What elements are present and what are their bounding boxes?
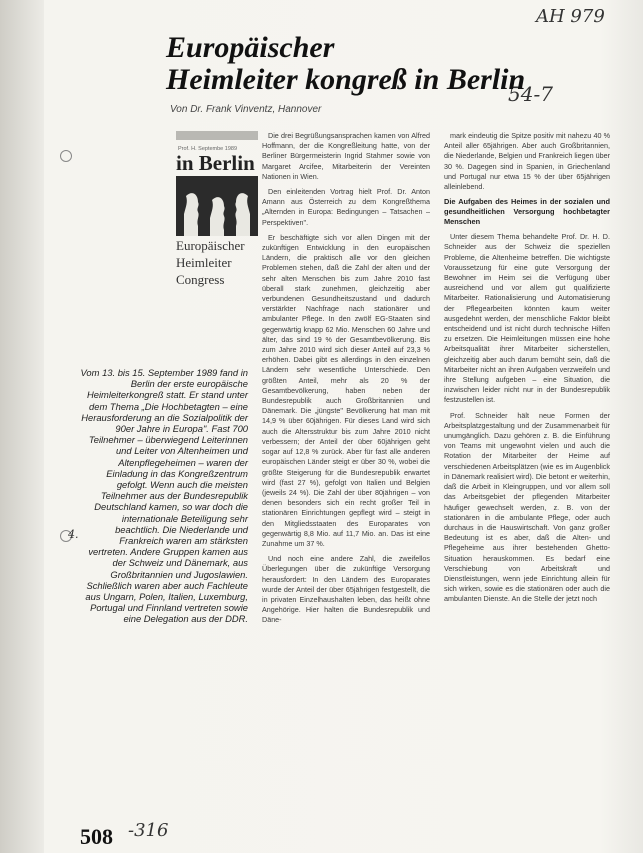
paragraph: Den einleitenden Vortrag hielt Prof. Dr. Anton Amann aus Österreich zu dem Kongreßthema „Alternden in Europa: Bedingungen – Tatsachen – Perspektiven". [262, 187, 430, 227]
paragraph: Er beschäftigte sich vor allen Dingen mit der zukünftigen Entwicklung in den europäischen Ländern, die praktisch alle vor den gleichen Problemen stehen, daß die Zahl der alten und der sehr alten Menschen bis zum Jahre 2010 fast überall stark zunehmen, gleichzeitig aber verbundenen Gesundheitszustand und dadurch verstärkter Nachfrage nach stationärer und ambulanter Pflege. In den zwölf EG-Staaten sind gegenwärtig knapp 62 Mio. Menschen 60 Jahre und älter, das sind 19 % der Gesamtbevölkerung. Bis zum Jahre 2010 wird sich dieser Anteil auf 23,3 % erhöhen. Dabei gibt es allerdings in den einzelnen Ländern sehr wesentliche Unterschiede. Den größten Anteil, mehr als 20 % der Gesamtbevölkerung, haben neben der Bundesrepublik auch Großbritannien und Dänemark. Die „jüngste" Bevölkerung hat man mit 14,9 % über 60jährigen. Für dieses Land wird sich auch die Altersstruktur bis zum Jahre 2010 nicht verbessern; der Anteil der über 60jährigen geht sogar auf 12,8 % zurück. Aber für fast alle anderen europäischen Länder steigt er über 30 %, wobei die größte Steigerung für die Bundesrepublik erwartet wird (fast 27 %), gefolgt von Italien und Belgien (jeweils 24 %). Die Zahl der über 80jährigen – von denen besonders sich ein recht großer Teil in stationären Einrichtungen gepflegt wird – steigt in den Mitgliedsstaaten des Europarates von gegenwärtig 8,8 Mio. auf 11,7 Mio. an. Das ist eine Zunahme um 37 %. [262, 232, 430, 548]
logo-faces-graphic [176, 176, 258, 236]
handwritten-corner-note: AH 979 [536, 6, 605, 27]
logo-city: in Berlin [176, 151, 255, 175]
byline: Von Dr. Frank Vinventz, Hannover [170, 104, 322, 115]
gray-bar [176, 131, 258, 140]
paragraph: Prof. Schneider hält neue Formen der Arbeitsplatzgestaltung und der Zusammenarbeit für unumgänglich. Dazu gehören z. B. die Einführung von Teams mit ungewohnt vielen und auch die Rotation der Mitarbeiter der Heime auf verschiedenen Arbeitsplätzen (wie es im Augenblick in Dänemark realisiert wird). Die betont er weiterhin, daß die Arbeit in Kleingruppen, und vor allem soll das Arbeitsgebiet der pflegenden Mitarbeiter häufiger gewechselt werden, z. B. von der stationären in die ambulante Pflege, oder auch durchaus in die Hauswirtschaft. Von ganz großer Bedeutung ist es aber, daß die Alten- und Pflegeheime aus ihrer bestehenden Ghetto-Situation herauskommen. Es bedarf eine Verschiebung von Arbeitskraft und Dienstleistungen, wenn jede Einrichtung allein für sich wirken, sowie es die stationären oder auch die ambulanten Dienste. An die Stelle der jetzt noch [444, 410, 610, 604]
binding-shadow [0, 0, 44, 853]
page-number: 508 [80, 824, 113, 849]
paragraph: Unter diesem Thema behandelte Prof. Dr. H. D. Schneider aus der Schweiz die speziellen Probleme, die Altenheime betreffen. Die wichtigste Voraussetzung für eine gute Versorgung der Bewohner im Heim sei die Verfügung über ausreichend und vor allem gut qualifizierte Mitarbeiter. Rationalisierung und Automatisierung der Pflegearbeiten könnten kaum weiter ausgedehnt werden, der menschliche Faktor bleibt entscheidend und ist nicht durch technische Hilfen zu ersetzen. Die Heimleitungen müssen eine hohe Arbeitsqualität ihrer Mitarbeiter sicherstellen, gleichzeitig aber auch darum bemüht sein, daß die Mitarbeiter nicht an ihren Aufgaben verzweifeln und ihre Stellung aufgeben – eine Situation, die inzwischen leider nicht nur in der Bundesrepublik festzustellen ist. [444, 232, 610, 405]
paragraph: Die drei Begrüßungsansprachen kamen von Alfred Hoffmann, der die Kongreßleitung hatte, von der Berliner Bürgermeisterin Ingrid Stahmer sowie von Margaret Arcifee, Mitarbeiterin der Vereinten Nationen in Wien. [262, 131, 430, 181]
logo-line-1: Europäischer [176, 238, 245, 253]
section-heading: Die Aufgaben des Heimes in der sozialen und gesundheitlichen Versorgung hochbetagter Menschen [444, 197, 610, 227]
handwritten-page-note: -316 [128, 820, 169, 841]
title-line-2: Heimleiter kongreß in Berlin [166, 63, 526, 96]
logo-small-text: Prof. H. Septembe 1989 [178, 146, 238, 152]
handwritten-margin-mark: 4. [68, 528, 79, 541]
congress-logo [176, 146, 260, 324]
handwritten-number: 54-7 [508, 82, 553, 106]
paragraph: mark eindeutig die Spitze positiv mit nahezu 40 % Anteil aller 65jährigen. Aber auch Großbritannien, die Niederlande, Belgien und Frankreich liegen über 30 %. Dagegen sind in Spanien, in Griechenland und Portugal nur etwa 15 % der über 65jährigen alleinlebend. [444, 131, 610, 192]
article-title [166, 32, 566, 96]
column-2 [262, 131, 430, 631]
column-3 [444, 131, 610, 610]
logo-line-2: Heimleiter [176, 255, 232, 270]
title-line-1: Europäischer [166, 31, 335, 64]
logo-line-3: Congress [176, 272, 225, 287]
punch-hole [60, 150, 72, 162]
intro-paragraph: Vom 13. bis 15. September 1989 fand in Berlin der erste europäische Heimleiterkongreß statt. Er stand unter dem Thema „Die Hochbetagten – eine Herausforderung an die Sozialpolitik der 90er Jahre in Europa". Fast 700 Teilnehmer – überwiegend Leiterinnen und Leiter von Altenheimen und Altenpflegeheimen – waren der Einladung in das Kongreßzentrum gefolgt. Wenn auch die meisten Teilnehmer aus der Bundesrepublik Deutschland kamen, so war doch die internationale Beteiligung sehr beachtlich. Die Niederlande und Frankreich waren am stärksten vertreten. Andere Gruppen kamen aus der Schweiz und Dänemark, aus Großbritannien und Jugoslawien. Schließlich waren aber auch Fachleute aus Ungarn, Polen, Italien, Luxemburg, Portugal und Finnland vertreten sowie eine Delegation aus der DDR. [80, 367, 248, 625]
paragraph: Und noch eine andere Zahl, die zweifellos Überlegungen über die zukünftige Versorgung herausfordert: In den Ländern des Europarates wurde der Anteil der über 65jährigen festgestellt, die in privaten Einzelhaushalten leben, das heißt ohne Angehörige. Hier halten die Bundesrepublik und Däne- [262, 554, 430, 625]
